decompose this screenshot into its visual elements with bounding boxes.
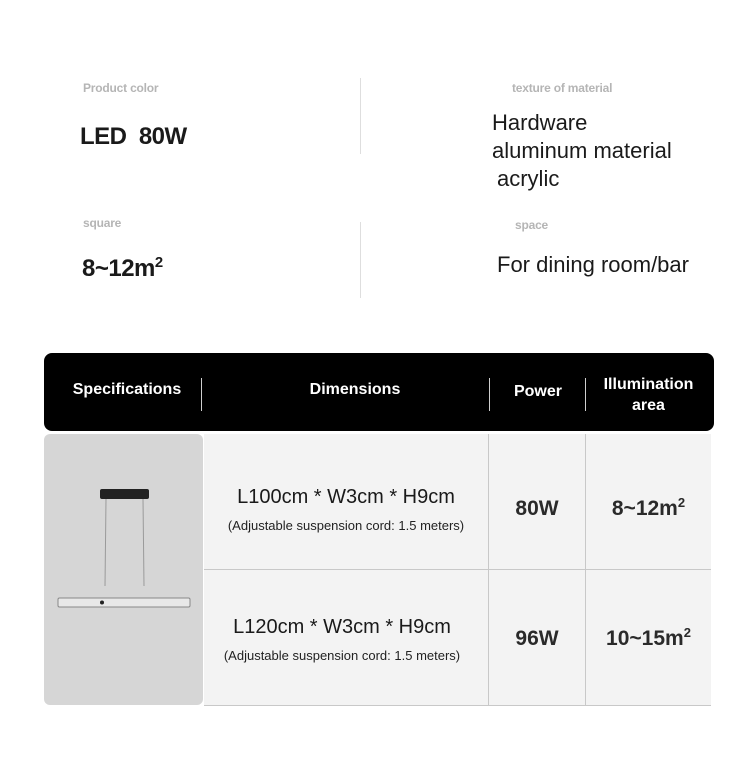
lamp-bar-connector bbox=[100, 601, 104, 605]
row1-power: 80W bbox=[515, 497, 559, 520]
texture-line: aluminum material bbox=[492, 138, 672, 163]
info-divider bbox=[360, 78, 361, 154]
header-specifications: Specifications bbox=[72, 381, 182, 398]
space-value: For dining room/bar bbox=[497, 252, 689, 277]
row-divider bbox=[204, 569, 711, 570]
row2-dimensions: L120cm * W3cm * H9cm bbox=[233, 616, 451, 638]
texture-line: Hardware bbox=[492, 110, 588, 135]
square-label: square bbox=[83, 216, 122, 230]
header-power: Power bbox=[513, 383, 562, 400]
square-unit-sup: 2 bbox=[154, 255, 163, 272]
row1-dimensions: L100cm * W3cm * H9cm bbox=[237, 486, 455, 508]
row1-note: (Adjustable suspension cord: 1.5 meters) bbox=[227, 518, 465, 533]
row1-area-number: 8~12m bbox=[611, 496, 678, 520]
square-value bbox=[82, 255, 163, 283]
lamp-bar bbox=[58, 598, 190, 607]
row1-area-sup: 2 bbox=[677, 495, 686, 510]
row2-area bbox=[586, 625, 711, 651]
column-divider bbox=[585, 434, 586, 705]
texture-value bbox=[492, 109, 672, 193]
header-illumination-line1: Illumination bbox=[603, 376, 694, 393]
ceiling-canopy bbox=[100, 489, 149, 499]
suspension-cord bbox=[105, 499, 106, 586]
row2-area-sup: 2 bbox=[683, 625, 691, 640]
header-illumination-line2: area bbox=[632, 397, 665, 414]
texture-line: acrylic bbox=[497, 166, 560, 191]
space-label: space bbox=[515, 218, 549, 232]
column-divider bbox=[488, 434, 489, 705]
row2-note: (Adjustable suspension cord: 1.5 meters) bbox=[223, 648, 461, 663]
texture-label: texture of material bbox=[512, 81, 613, 95]
row2-power: 96W bbox=[515, 627, 559, 650]
row-divider bbox=[204, 705, 711, 706]
product-image bbox=[44, 434, 203, 705]
row1-area bbox=[586, 495, 711, 521]
pendant-lamp-illustration bbox=[44, 434, 203, 705]
square-number: 8~12m bbox=[82, 255, 155, 282]
suspension-cord bbox=[143, 499, 144, 586]
product-color-value: LED 80W bbox=[80, 123, 187, 150]
header-illumination-area bbox=[586, 374, 711, 416]
header-dimensions: Dimensions bbox=[309, 381, 401, 398]
row2-area-number: 10~15m bbox=[606, 626, 684, 650]
spec-table-header bbox=[44, 353, 714, 431]
product-color-label: Product color bbox=[83, 81, 159, 95]
info-divider bbox=[360, 222, 361, 298]
